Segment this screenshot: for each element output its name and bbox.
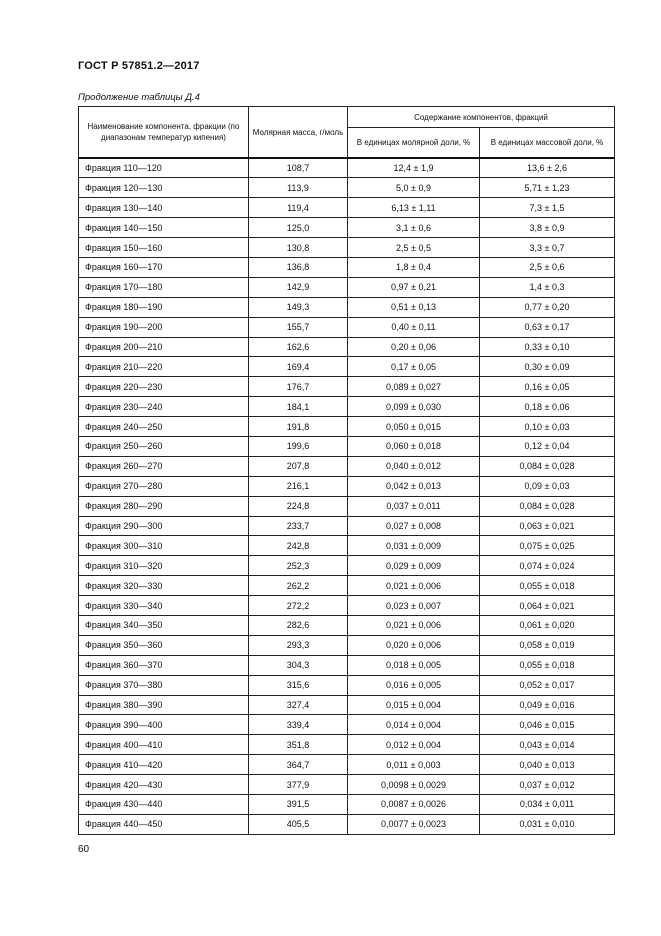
cell-molar-fraction: 5,0 ± 0,9 — [348, 178, 480, 198]
cell-molar-mass: 130,8 — [249, 238, 348, 258]
cell-molar-fraction: 0,037 ± 0,011 — [348, 496, 480, 516]
cell-mass-fraction: 0,043 ± 0,014 — [480, 735, 615, 755]
header-content-group: Содержание компонентов, фракций — [348, 107, 615, 128]
table-caption: Продолжение таблицы Д.4 — [78, 92, 200, 103]
cell-component-name: Фракция 220—230 — [79, 377, 249, 397]
cell-component-name: Фракция 350—360 — [79, 635, 249, 655]
cell-molar-fraction: 0,031 ± 0,009 — [348, 536, 480, 556]
table-row — [79, 655, 615, 675]
cell-molar-fraction: 0,012 ± 0,004 — [348, 735, 480, 755]
cell-molar-fraction: 0,099 ± 0,030 — [348, 397, 480, 417]
table-row — [79, 397, 615, 417]
cell-molar-fraction: 0,021 ± 0,006 — [348, 576, 480, 596]
table-row — [79, 755, 615, 775]
cell-molar-mass: 142,9 — [249, 277, 348, 297]
cell-mass-fraction: 1,4 ± 0,3 — [480, 277, 615, 297]
table-row — [79, 476, 615, 496]
table-row — [79, 257, 615, 277]
table-row — [79, 238, 615, 258]
table-row — [79, 277, 615, 297]
cell-mass-fraction: 0,084 ± 0,028 — [480, 496, 615, 516]
cell-molar-mass: 199,6 — [249, 436, 348, 456]
cell-mass-fraction: 0,034 ± 0,011 — [480, 795, 615, 815]
cell-component-name: Фракция 300—310 — [79, 536, 249, 556]
cell-molar-fraction: 3,1 ± 0,6 — [348, 218, 480, 238]
cell-mass-fraction: 0,77 ± 0,20 — [480, 297, 615, 317]
cell-molar-fraction: 0,0098 ± 0,0029 — [348, 775, 480, 795]
cell-molar-mass: 216,1 — [249, 476, 348, 496]
cell-molar-mass: 155,7 — [249, 317, 348, 337]
cell-molar-fraction: 0,021 ± 0,006 — [348, 615, 480, 635]
cell-mass-fraction: 2,5 ± 0,6 — [480, 257, 615, 277]
cell-mass-fraction: 0,33 ± 0,10 — [480, 337, 615, 357]
cell-component-name: Фракция 170—180 — [79, 277, 249, 297]
table-row — [79, 516, 615, 536]
cell-component-name: Фракция 400—410 — [79, 735, 249, 755]
table-row — [79, 436, 615, 456]
cell-component-name: Фракция 150—160 — [79, 238, 249, 258]
table-row — [79, 576, 615, 596]
cell-molar-fraction: 0,97 ± 0,21 — [348, 277, 480, 297]
cell-mass-fraction: 0,061 ± 0,020 — [480, 615, 615, 635]
cell-mass-fraction: 0,055 ± 0,018 — [480, 655, 615, 675]
cell-component-name: Фракция 130—140 — [79, 198, 249, 218]
cell-molar-mass: 125,0 — [249, 218, 348, 238]
table-row — [79, 317, 615, 337]
cell-molar-mass: 272,2 — [249, 596, 348, 616]
cell-molar-fraction: 0,060 ± 0,018 — [348, 436, 480, 456]
cell-molar-fraction: 0,20 ± 0,06 — [348, 337, 480, 357]
header-component-name: Наименование компонента, фракции (по диапазонам температур кипения) — [79, 107, 249, 159]
cell-molar-mass: 149,3 — [249, 297, 348, 317]
cell-mass-fraction: 0,040 ± 0,013 — [480, 755, 615, 775]
fractions-table — [78, 106, 615, 835]
cell-mass-fraction: 0,084 ± 0,028 — [480, 456, 615, 476]
cell-mass-fraction: 0,058 ± 0,019 — [480, 635, 615, 655]
cell-molar-fraction: 0,17 ± 0,05 — [348, 357, 480, 377]
document-standard-number: ГОСТ Р 57851.2—2017 — [78, 60, 200, 72]
cell-molar-mass: 351,8 — [249, 735, 348, 755]
cell-component-name: Фракция 250—260 — [79, 436, 249, 456]
cell-component-name: Фракция 110—120 — [79, 158, 249, 178]
cell-molar-fraction: 0,014 ± 0,004 — [348, 715, 480, 735]
cell-component-name: Фракция 280—290 — [79, 496, 249, 516]
cell-molar-mass: 242,8 — [249, 536, 348, 556]
table-row — [79, 814, 615, 834]
cell-molar-fraction: 0,029 ± 0,009 — [348, 556, 480, 576]
cell-component-name: Фракция 320—330 — [79, 576, 249, 596]
cell-molar-mass: 304,3 — [249, 655, 348, 675]
cell-component-name: Фракция 200—210 — [79, 337, 249, 357]
cell-mass-fraction: 0,046 ± 0,015 — [480, 715, 615, 735]
cell-mass-fraction: 0,055 ± 0,018 — [480, 576, 615, 596]
table-row — [79, 178, 615, 198]
cell-component-name: Фракция 380—390 — [79, 695, 249, 715]
table-row — [79, 695, 615, 715]
cell-molar-mass: 233,7 — [249, 516, 348, 536]
cell-molar-fraction: 0,016 ± 0,005 — [348, 675, 480, 695]
cell-component-name: Фракция 160—170 — [79, 257, 249, 277]
table-row — [79, 218, 615, 238]
cell-molar-fraction: 0,0077 ± 0,0023 — [348, 814, 480, 834]
cell-mass-fraction: 0,052 ± 0,017 — [480, 675, 615, 695]
cell-component-name: Фракция 270—280 — [79, 476, 249, 496]
cell-molar-fraction: 2,5 ± 0,5 — [348, 238, 480, 258]
cell-molar-mass: 315,6 — [249, 675, 348, 695]
table-row — [79, 297, 615, 317]
table-row — [79, 556, 615, 576]
cell-molar-mass: 252,3 — [249, 556, 348, 576]
cell-mass-fraction: 0,037 ± 0,012 — [480, 775, 615, 795]
table-row — [79, 715, 615, 735]
cell-mass-fraction: 0,30 ± 0,09 — [480, 357, 615, 377]
cell-molar-fraction: 0,042 ± 0,013 — [348, 476, 480, 496]
cell-mass-fraction: 0,16 ± 0,05 — [480, 377, 615, 397]
cell-mass-fraction: 3,3 ± 0,7 — [480, 238, 615, 258]
cell-molar-mass: 327,4 — [249, 695, 348, 715]
cell-molar-mass: 364,7 — [249, 755, 348, 775]
cell-component-name: Фракция 180—190 — [79, 297, 249, 317]
table-row — [79, 635, 615, 655]
cell-component-name: Фракция 370—380 — [79, 675, 249, 695]
cell-component-name: Фракция 190—200 — [79, 317, 249, 337]
table-row — [79, 536, 615, 556]
table-row — [79, 377, 615, 397]
table-row — [79, 198, 615, 218]
cell-molar-fraction: 0,040 ± 0,012 — [348, 456, 480, 476]
cell-molar-mass: 136,8 — [249, 257, 348, 277]
table-row — [79, 496, 615, 516]
page-number: 60 — [78, 844, 90, 855]
table-row — [79, 417, 615, 437]
cell-mass-fraction: 0,075 ± 0,025 — [480, 536, 615, 556]
cell-molar-fraction: 0,40 ± 0,11 — [348, 317, 480, 337]
table-header — [79, 107, 615, 159]
table-row — [79, 456, 615, 476]
cell-component-name: Фракция 290—300 — [79, 516, 249, 536]
cell-mass-fraction: 5,71 ± 1,23 — [480, 178, 615, 198]
table-row — [79, 675, 615, 695]
cell-molar-fraction: 0,027 ± 0,008 — [348, 516, 480, 536]
cell-component-name: Фракция 390—400 — [79, 715, 249, 735]
cell-mass-fraction: 13,6 ± 2,6 — [480, 158, 615, 178]
cell-component-name: Фракция 260—270 — [79, 456, 249, 476]
cell-mass-fraction: 0,074 ± 0,024 — [480, 556, 615, 576]
cell-molar-fraction: 0,050 ± 0,015 — [348, 417, 480, 437]
cell-molar-mass: 391,5 — [249, 795, 348, 815]
cell-component-name: Фракция 120—130 — [79, 178, 249, 198]
table-row — [79, 735, 615, 755]
cell-molar-mass: 162,6 — [249, 337, 348, 357]
table-row — [79, 337, 615, 357]
cell-molar-mass: 169,4 — [249, 357, 348, 377]
cell-component-name: Фракция 420—430 — [79, 775, 249, 795]
cell-molar-fraction: 6,13 ± 1,11 — [348, 198, 480, 218]
cell-molar-mass: 184,1 — [249, 397, 348, 417]
cell-molar-fraction: 0,51 ± 0,13 — [348, 297, 480, 317]
cell-mass-fraction: 0,063 ± 0,021 — [480, 516, 615, 536]
table-row — [79, 596, 615, 616]
cell-molar-mass: 339,4 — [249, 715, 348, 735]
cell-molar-mass: 207,8 — [249, 456, 348, 476]
cell-molar-fraction: 0,011 ± 0,003 — [348, 755, 480, 775]
cell-component-name: Фракция 410—420 — [79, 755, 249, 775]
cell-component-name: Фракция 330—340 — [79, 596, 249, 616]
cell-component-name: Фракция 140—150 — [79, 218, 249, 238]
table-body — [79, 158, 615, 834]
cell-component-name: Фракция 210—220 — [79, 357, 249, 377]
table-row — [79, 795, 615, 815]
cell-molar-mass: 119,4 — [249, 198, 348, 218]
cell-mass-fraction: 0,12 ± 0,04 — [480, 436, 615, 456]
cell-molar-fraction: 0,015 ± 0,004 — [348, 695, 480, 715]
cell-mass-fraction: 0,63 ± 0,17 — [480, 317, 615, 337]
cell-molar-fraction: 0,0087 ± 0,0026 — [348, 795, 480, 815]
cell-mass-fraction: 0,049 ± 0,016 — [480, 695, 615, 715]
table-row — [79, 357, 615, 377]
cell-molar-fraction: 1,8 ± 0,4 — [348, 257, 480, 277]
cell-mass-fraction: 0,064 ± 0,021 — [480, 596, 615, 616]
cell-component-name: Фракция 430—440 — [79, 795, 249, 815]
table-row — [79, 158, 615, 178]
cell-component-name: Фракция 240—250 — [79, 417, 249, 437]
cell-mass-fraction: 0,031 ± 0,010 — [480, 814, 615, 834]
cell-molar-fraction: 0,089 ± 0,027 — [348, 377, 480, 397]
cell-mass-fraction: 3,8 ± 0,9 — [480, 218, 615, 238]
table-row — [79, 615, 615, 635]
cell-molar-mass: 176,7 — [249, 377, 348, 397]
cell-molar-mass: 113,9 — [249, 178, 348, 198]
cell-molar-fraction: 12,4 ± 1,9 — [348, 158, 480, 178]
cell-molar-mass: 405,5 — [249, 814, 348, 834]
cell-molar-mass: 282,6 — [249, 615, 348, 635]
header-molar-mass: Молярная масса, г/моль — [249, 107, 348, 159]
cell-mass-fraction: 0,09 ± 0,03 — [480, 476, 615, 496]
cell-component-name: Фракция 230—240 — [79, 397, 249, 417]
header-mass-fraction: В единицах массовой доли, % — [480, 128, 615, 159]
cell-molar-fraction: 0,023 ± 0,007 — [348, 596, 480, 616]
cell-component-name: Фракция 310—320 — [79, 556, 249, 576]
cell-molar-mass: 191,8 — [249, 417, 348, 437]
header-molar-fraction: В единицах молярной доли, % — [348, 128, 480, 159]
cell-mass-fraction: 0,10 ± 0,03 — [480, 417, 615, 437]
cell-molar-mass: 224,8 — [249, 496, 348, 516]
cell-molar-mass: 262,2 — [249, 576, 348, 596]
cell-molar-mass: 108,7 — [249, 158, 348, 178]
cell-molar-fraction: 0,020 ± 0,006 — [348, 635, 480, 655]
cell-mass-fraction: 7,3 ± 1,5 — [480, 198, 615, 218]
cell-mass-fraction: 0,18 ± 0,06 — [480, 397, 615, 417]
table-row — [79, 775, 615, 795]
cell-molar-fraction: 0,018 ± 0,005 — [348, 655, 480, 675]
cell-molar-mass: 293,3 — [249, 635, 348, 655]
cell-component-name: Фракция 440—450 — [79, 814, 249, 834]
cell-component-name: Фракция 360—370 — [79, 655, 249, 675]
cell-component-name: Фракция 340—350 — [79, 615, 249, 635]
cell-molar-mass: 377,9 — [249, 775, 348, 795]
